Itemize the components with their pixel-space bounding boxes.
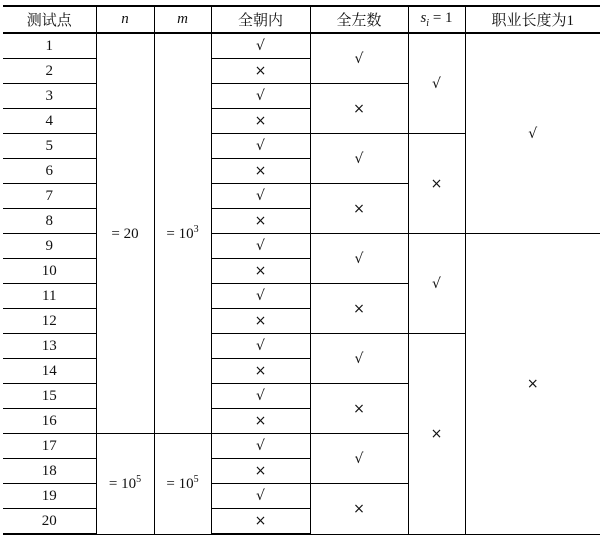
- all-inward-cell: √: [211, 384, 310, 409]
- job-length-cell: √: [465, 33, 600, 234]
- table-header-row: [3, 6, 600, 33]
- m-value-exp: 3: [193, 224, 199, 235]
- all-inward-cell: √: [211, 284, 310, 309]
- s-i-cell: ×: [408, 134, 465, 234]
- row-id: 1: [3, 33, 96, 59]
- row-id: 11: [3, 284, 96, 309]
- all-inward-cell: √: [211, 184, 310, 209]
- all-inward-cell: ×: [211, 259, 310, 284]
- m-value-exp: 5: [193, 474, 199, 486]
- all-left-count-cell: ×: [310, 384, 408, 434]
- header-m: [154, 6, 211, 33]
- all-inward-cell: ×: [211, 59, 310, 84]
- header-s-sub: i: [426, 18, 430, 29]
- all-left-count-cell: ×: [310, 284, 408, 334]
- all-inward-cell: √: [211, 334, 310, 359]
- header-all-inward: 全朝内: [211, 6, 310, 33]
- header-test-point: 测试点: [3, 6, 96, 33]
- all-left-count-cell: √: [310, 134, 408, 184]
- all-left-count-cell: ×: [310, 184, 408, 234]
- m-value: = 10: [166, 226, 194, 242]
- all-inward-cell: ×: [211, 159, 310, 184]
- row-id: 12: [3, 309, 96, 334]
- all-inward-cell: √: [211, 434, 310, 459]
- table-row: [3, 234, 600, 259]
- s-i-cell: √: [408, 33, 465, 134]
- all-left-count-cell: √: [310, 334, 408, 384]
- header-m-label: m: [177, 11, 188, 27]
- row-id: 8: [3, 209, 96, 234]
- n-cell: [96, 434, 154, 535]
- m-cell: [154, 434, 211, 535]
- row-id: 17: [3, 434, 96, 459]
- header-n: [96, 6, 154, 33]
- all-inward-cell: √: [211, 134, 310, 159]
- header-s-var: s: [420, 10, 427, 26]
- all-left-count-cell: √: [310, 234, 408, 284]
- job-length-cell: ×: [465, 234, 600, 535]
- all-inward-cell: ×: [211, 109, 310, 134]
- all-left-count-cell: ×: [310, 484, 408, 535]
- all-inward-cell: √: [211, 33, 310, 59]
- all-inward-cell: √: [211, 484, 310, 509]
- s-i-cell: √: [408, 234, 465, 334]
- row-id: 15: [3, 384, 96, 409]
- row-id: 14: [3, 359, 96, 384]
- row-id: 19: [3, 484, 96, 509]
- all-inward-cell: ×: [211, 409, 310, 434]
- row-id: 7: [3, 184, 96, 209]
- header-all-left-count: 全左数: [310, 6, 408, 33]
- row-id: 3: [3, 84, 96, 109]
- all-inward-cell: ×: [211, 459, 310, 484]
- n-value-exp: 5: [136, 474, 142, 486]
- header-s-i-equals-1: [408, 6, 465, 33]
- all-inward-cell: ×: [211, 309, 310, 334]
- row-id: 4: [3, 109, 96, 134]
- test-point-table-container: [3, 5, 600, 535]
- header-n-label: n: [121, 11, 129, 27]
- all-left-count-cell: ×: [310, 84, 408, 134]
- all-inward-cell: ×: [211, 509, 310, 535]
- table-row: [3, 33, 600, 59]
- all-left-count-cell: √: [310, 33, 408, 84]
- row-id: 20: [3, 509, 96, 535]
- s-i-cell: ×: [408, 334, 465, 535]
- row-id: 2: [3, 59, 96, 84]
- header-s-rest: = 1: [429, 10, 453, 26]
- all-inward-cell: ×: [211, 359, 310, 384]
- all-left-count-cell: √: [310, 434, 408, 484]
- row-id: 13: [3, 334, 96, 359]
- row-id: 6: [3, 159, 96, 184]
- m-value: = 10: [166, 476, 194, 493]
- n-value: = 20: [111, 226, 139, 242]
- m-cell: [154, 33, 211, 434]
- row-id: 18: [3, 459, 96, 484]
- row-id: 16: [3, 409, 96, 434]
- header-job-length-1: 职业长度为1: [465, 6, 600, 33]
- row-id: 9: [3, 234, 96, 259]
- row-id: 5: [3, 134, 96, 159]
- test-point-table: [3, 5, 600, 535]
- all-inward-cell: ×: [211, 209, 310, 234]
- n-cell: [96, 33, 154, 434]
- all-inward-cell: √: [211, 84, 310, 109]
- n-value: = 10: [108, 476, 137, 493]
- row-id: 10: [3, 259, 96, 284]
- all-inward-cell: √: [211, 234, 310, 259]
